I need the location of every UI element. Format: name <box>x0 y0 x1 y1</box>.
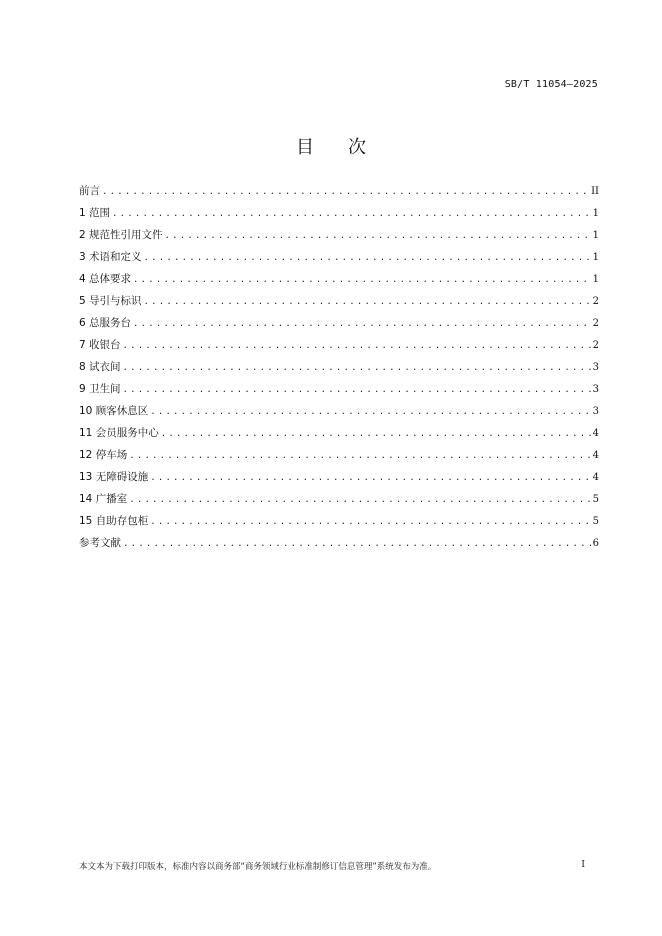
toc-entry-page: 5 <box>592 494 599 505</box>
toc-leader-dots <box>123 335 591 357</box>
toc-entry-page: 4 <box>592 472 599 483</box>
toc-entry-14[interactable] <box>79 488 599 510</box>
toc-entry-label: 2 规范性引用文件 <box>79 229 163 241</box>
toc-entry-label: 10 顾客休息区 <box>79 405 149 417</box>
standard-code: SB/T 11054—2025 <box>504 79 598 90</box>
toc-entry-references[interactable] <box>79 532 599 554</box>
toc-entry-label: 6 总服务台 <box>79 317 132 329</box>
table-of-contents <box>79 180 599 554</box>
toc-entry-page: 2 <box>592 318 599 329</box>
toc-entry-15[interactable] <box>79 510 599 532</box>
toc-entry-label: 5 导引与标识 <box>79 295 142 307</box>
toc-entry-3[interactable] <box>79 246 599 268</box>
toc-entry-label: 7 收银台 <box>79 339 121 351</box>
toc-leader-dots <box>123 533 591 555</box>
toc-entry-label: 15 自助存包柜 <box>79 515 149 527</box>
footer-disclaimer: 本文本为下载打印版本，标准内容以商务部“商务领域行业标准制修订信息管理”系统发布为准。 <box>79 862 437 872</box>
toc-entry-label: 前言 <box>79 185 100 197</box>
toc-entry-1[interactable] <box>79 202 599 224</box>
toc-entry-page: 1 <box>592 274 599 285</box>
toc-entry-page: 3 <box>592 384 599 395</box>
toc-entry-label: 参考文献 <box>79 537 121 549</box>
toc-entry-4[interactable] <box>79 268 599 290</box>
toc-entry-6[interactable] <box>79 312 599 334</box>
toc-entry-label: 4 总体要求 <box>79 273 132 285</box>
toc-entry-label: 8 试衣间 <box>79 361 121 373</box>
toc-leader-dots <box>133 313 591 335</box>
toc-leader-dots <box>144 291 591 313</box>
toc-entry-label: 14 广播室 <box>79 493 128 505</box>
toc-leader-dots <box>112 203 591 225</box>
toc-entry-label: 13 无障碍设施 <box>79 471 149 483</box>
toc-entry-foreword[interactable] <box>79 180 599 202</box>
toc-leader-dots <box>150 511 590 533</box>
toc-entry-page: 3 <box>592 406 599 417</box>
toc-entry-2[interactable] <box>79 224 599 246</box>
toc-entry-page: II <box>591 186 599 197</box>
toc-entry-label: 12 停车场 <box>79 449 128 461</box>
toc-leader-dots <box>150 401 590 423</box>
toc-entry-page: 6 <box>592 538 599 549</box>
toc-entry-12[interactable] <box>79 444 599 466</box>
toc-leader-dots <box>123 379 591 401</box>
toc-entry-page: 1 <box>592 252 599 263</box>
toc-entry-page: 5 <box>592 516 599 527</box>
toc-leader-dots <box>129 489 590 511</box>
toc-entry-5[interactable] <box>79 290 599 312</box>
toc-leader-dots <box>150 467 590 489</box>
toc-entry-page: 1 <box>592 230 599 241</box>
toc-entry-8[interactable] <box>79 356 599 378</box>
toc-entry-page: 3 <box>592 362 599 373</box>
toc-leader-dots <box>102 181 589 203</box>
toc-leader-dots <box>123 357 591 379</box>
toc-entry-7[interactable] <box>79 334 599 356</box>
toc-entry-13[interactable] <box>79 466 599 488</box>
toc-entry-page: 2 <box>592 340 599 351</box>
toc-entry-10[interactable] <box>79 400 599 422</box>
toc-entry-label: 9 卫生间 <box>79 383 121 395</box>
toc-leader-dots <box>165 225 591 247</box>
toc-leader-dots <box>144 247 591 269</box>
toc-entry-11[interactable] <box>79 422 599 444</box>
toc-entry-page: 4 <box>592 428 599 439</box>
toc-entry-label: 3 术语和定义 <box>79 251 142 263</box>
toc-entry-page: 4 <box>592 450 599 461</box>
page-title: 目次 <box>296 137 400 158</box>
toc-entry-label: 1 范围 <box>79 207 111 219</box>
toc-entry-9[interactable] <box>79 378 599 400</box>
toc-leader-dots <box>129 445 590 467</box>
toc-leader-dots <box>133 269 591 291</box>
toc-entry-page: 2 <box>592 296 599 307</box>
footer-page-number: I <box>581 859 585 870</box>
toc-entry-label: 11 会员服务中心 <box>79 427 159 439</box>
toc-leader-dots <box>161 423 591 445</box>
toc-entry-page: 1 <box>592 208 599 219</box>
